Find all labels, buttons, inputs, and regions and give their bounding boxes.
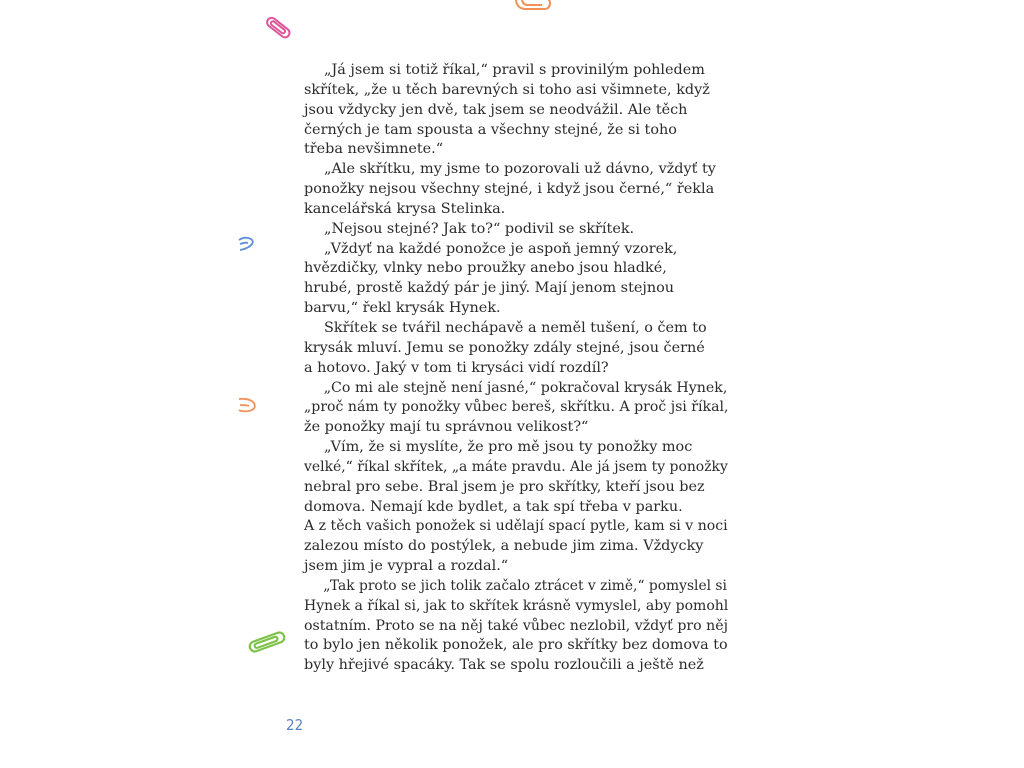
text-line: domova. Nemají kde bydlet, a tak spí třeba v parku. — [304, 498, 683, 515]
page-number: 22 — [286, 716, 304, 734]
paperclip-blue-icon — [238, 236, 256, 254]
text-line: skřítek, „že u těch barevných si toho asi všimnete, když — [304, 81, 710, 98]
text-line: „Vím, že si myslíte, že pro mě jsou ty ponožky moc — [324, 439, 693, 456]
text-line: krysák mluví. Jemu se ponožky zdály stejné, jsou černé — [304, 339, 705, 356]
text-line: „Já jsem si totiž říkal,“ pravil s provinilým pohledem — [324, 62, 705, 78]
text-line: ponožky nejsou všechny stejné, i když jsou černé,“ řekla — [304, 181, 715, 198]
text-line: „Nejsou stejné? Jak to?“ podivil se skřítek. — [324, 220, 635, 237]
text-line: zalezou místo do postýlek, a nebude jim zima. Vždycky — [304, 538, 704, 555]
text-line: jsou vždycky jen dvě, tak jsem se neodvážil. Ale těch — [304, 101, 688, 118]
text-line: barvu,“ řekl krysák Hynek. — [304, 300, 501, 317]
text-line: „Co mi ale stejně není jasné,“ pokračoval krysák Hynek, — [323, 379, 728, 396]
paperclip-pink-icon — [262, 14, 294, 42]
text-line: „Vždyť na každé ponožce je aspoň jemný vzorek, — [324, 240, 678, 257]
text-line: byly hřejivé spacáky. Tak se spolu rozloučili a ještě než — [304, 657, 704, 674]
text-line: „Tak proto se jich tolik začalo ztrácet v zimě,“ pomyslel si — [323, 577, 727, 594]
text-line: to bylo jen několik ponožek, ale pro skřítky bez domova to — [304, 637, 728, 654]
paperclip-green-icon — [246, 628, 288, 656]
paperclip-orange-top-icon — [514, 0, 552, 12]
body-text — [304, 61, 728, 676]
text-line: nebral pro sebe. Bral jsem je pro skřítky, kteří jsou bez — [304, 478, 705, 495]
text-line: jsem jim je vypral a rozdal.“ — [304, 558, 509, 575]
text-line: hvězdičky, vlnky nebo proužky anebo jsou hladké, — [304, 260, 667, 277]
text-line: „Ale skřítku, my jsme to pozorovali už dávno, vždyť ty — [324, 161, 716, 178]
text-line: černých je tam spousta a všechny stejné, že si toho — [304, 121, 677, 138]
text-line: „proč nám ty ponožky vůbec bereš, skřítku. A proč jsi říkal, — [304, 399, 729, 416]
text-line: Hynek a říkal si, jak to skřítek krásně vymyslel, aby pomohl — [304, 597, 729, 614]
text-line: kancelářská krysa Stelinka. — [304, 200, 506, 217]
text-line: třeba nevšimnete.“ — [304, 141, 444, 158]
text-line: Skřítek se tvářil nechápavě a neměl tušení, o čem to — [324, 319, 707, 336]
text-line: velké,“ říkal skřítek, „a máte pravdu. Ale já jsem ty ponožky — [304, 458, 728, 475]
text-line: hrubé, prostě každý pár je jiný. Mají jenom stejnou — [304, 280, 675, 297]
text-line: že ponožky mají tu správnou velikost?“ — [304, 419, 589, 436]
text-line: a hotovo. Jaký v tom ti krysáci vidí rozdíl? — [304, 359, 609, 376]
text-line: A z těch vašich ponožek si udělají spací pytle, kam si v noci — [304, 518, 728, 535]
text-line: ostatním. Proto se na něj také vůbec nezlobil, vždyť pro něj — [304, 617, 728, 634]
paperclip-orange-icon — [236, 396, 260, 416]
